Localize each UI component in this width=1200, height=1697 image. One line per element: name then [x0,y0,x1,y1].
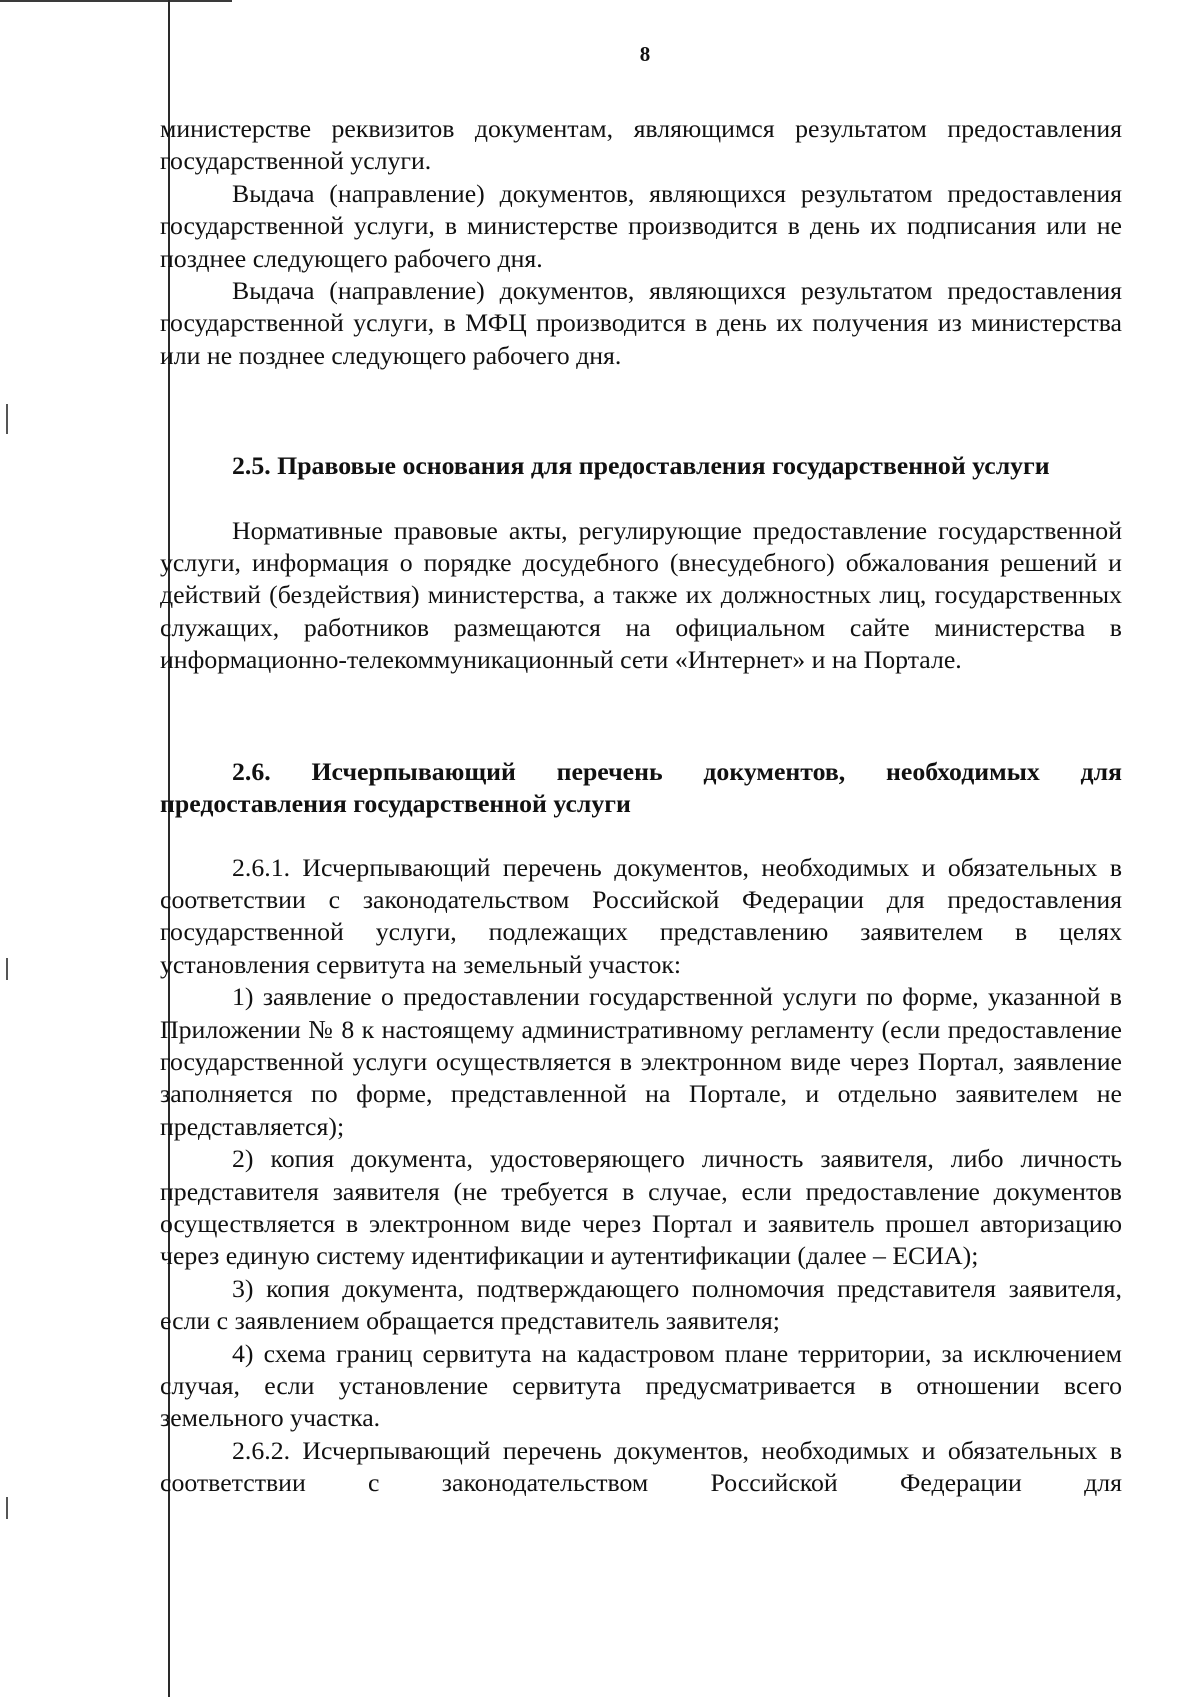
section-heading-2-5: 2.5. Правовые основания для предоставления государственной услуги [232,451,1050,481]
scan-mark [6,404,8,434]
list-item: 1) заявление о предоставлении государственной услуги по форме, указанной в Приложении № 8 к настоящему административному регламенту (если предоставление государственной услуги осуществляется в электронном виде через Портал, заявление заполняется по форме, представленной на Портале, и отдельно заявителем не представляется); [160,982,1122,1141]
scan-mark [6,1497,8,1519]
paragraph: 2.6.2. Исчерпывающий перечень документов, необходимых и обязательных в соответствии с законодательством Российской Федерации для [160,1435,1122,1498]
paragraph: Выдача (направление) документов, являющихся результатом предоставления государственной услуги, в МФЦ производится в день их получения из министерства или не позднее следующего рабочего дня. [160,276,1122,370]
list-item: 4) схема границ сервитута на кадастровом плане территории, за исключением случая, если установление сервитута предусматривается в отношении всего земельного участка. [160,1338,1122,1433]
paragraph: Выдача (направление) документов, являющихся результатом предоставления государственной услуги, в министерстве производится в день их подписания или не позднее следующего рабочего дня. [160,178,1122,273]
scan-mark [6,958,8,980]
section-heading-2-6: 2.6. Исчерпывающий перечень документов, необходимых для предоставления государственной услуги [160,756,1122,819]
page-number: 8 [639,42,651,66]
paragraph: Нормативные правовые акты, регулирующие предоставление государственной услуги, информация о порядке досудебного (внесудебного) обжалования решений и действий (бездействия) министерства, а также их должностных лиц, государственных служащих, работников размещаются на официальном сайте министерства в информационно-телекоммуникационный сети «Интернет» и на Портале. [160,515,1122,675]
scan-edge-top [0,0,232,2]
list-item: 2) копия документа, удостоверяющего личность заявителя, либо личность представителя заявителя (не требуется в случае, если предоставление документов осуществляется в электронном виде через Портал и заявитель прошел авторизацию через единую систему идентификации и аутентификации (далее – ЕСИА); [160,1144,1122,1271]
list-item: 3) копия документа, подтверждающего полномочия представителя заявителя, если с заявлением обращается представитель заявителя; [160,1273,1122,1336]
paragraph: министерстве реквизитов документам, являющимся результатом предоставления государственной услуги. [160,114,1122,176]
document-body [160,113,1122,1500]
paragraph: 2.6.1. Исчерпывающий перечень документов, необходимых и обязательных в соответствии с законодательством Российской Федерации для предоставления государственной услуги, подлежащих представлению заявителем в целях установления сервитута на земельный участок: [160,852,1122,979]
